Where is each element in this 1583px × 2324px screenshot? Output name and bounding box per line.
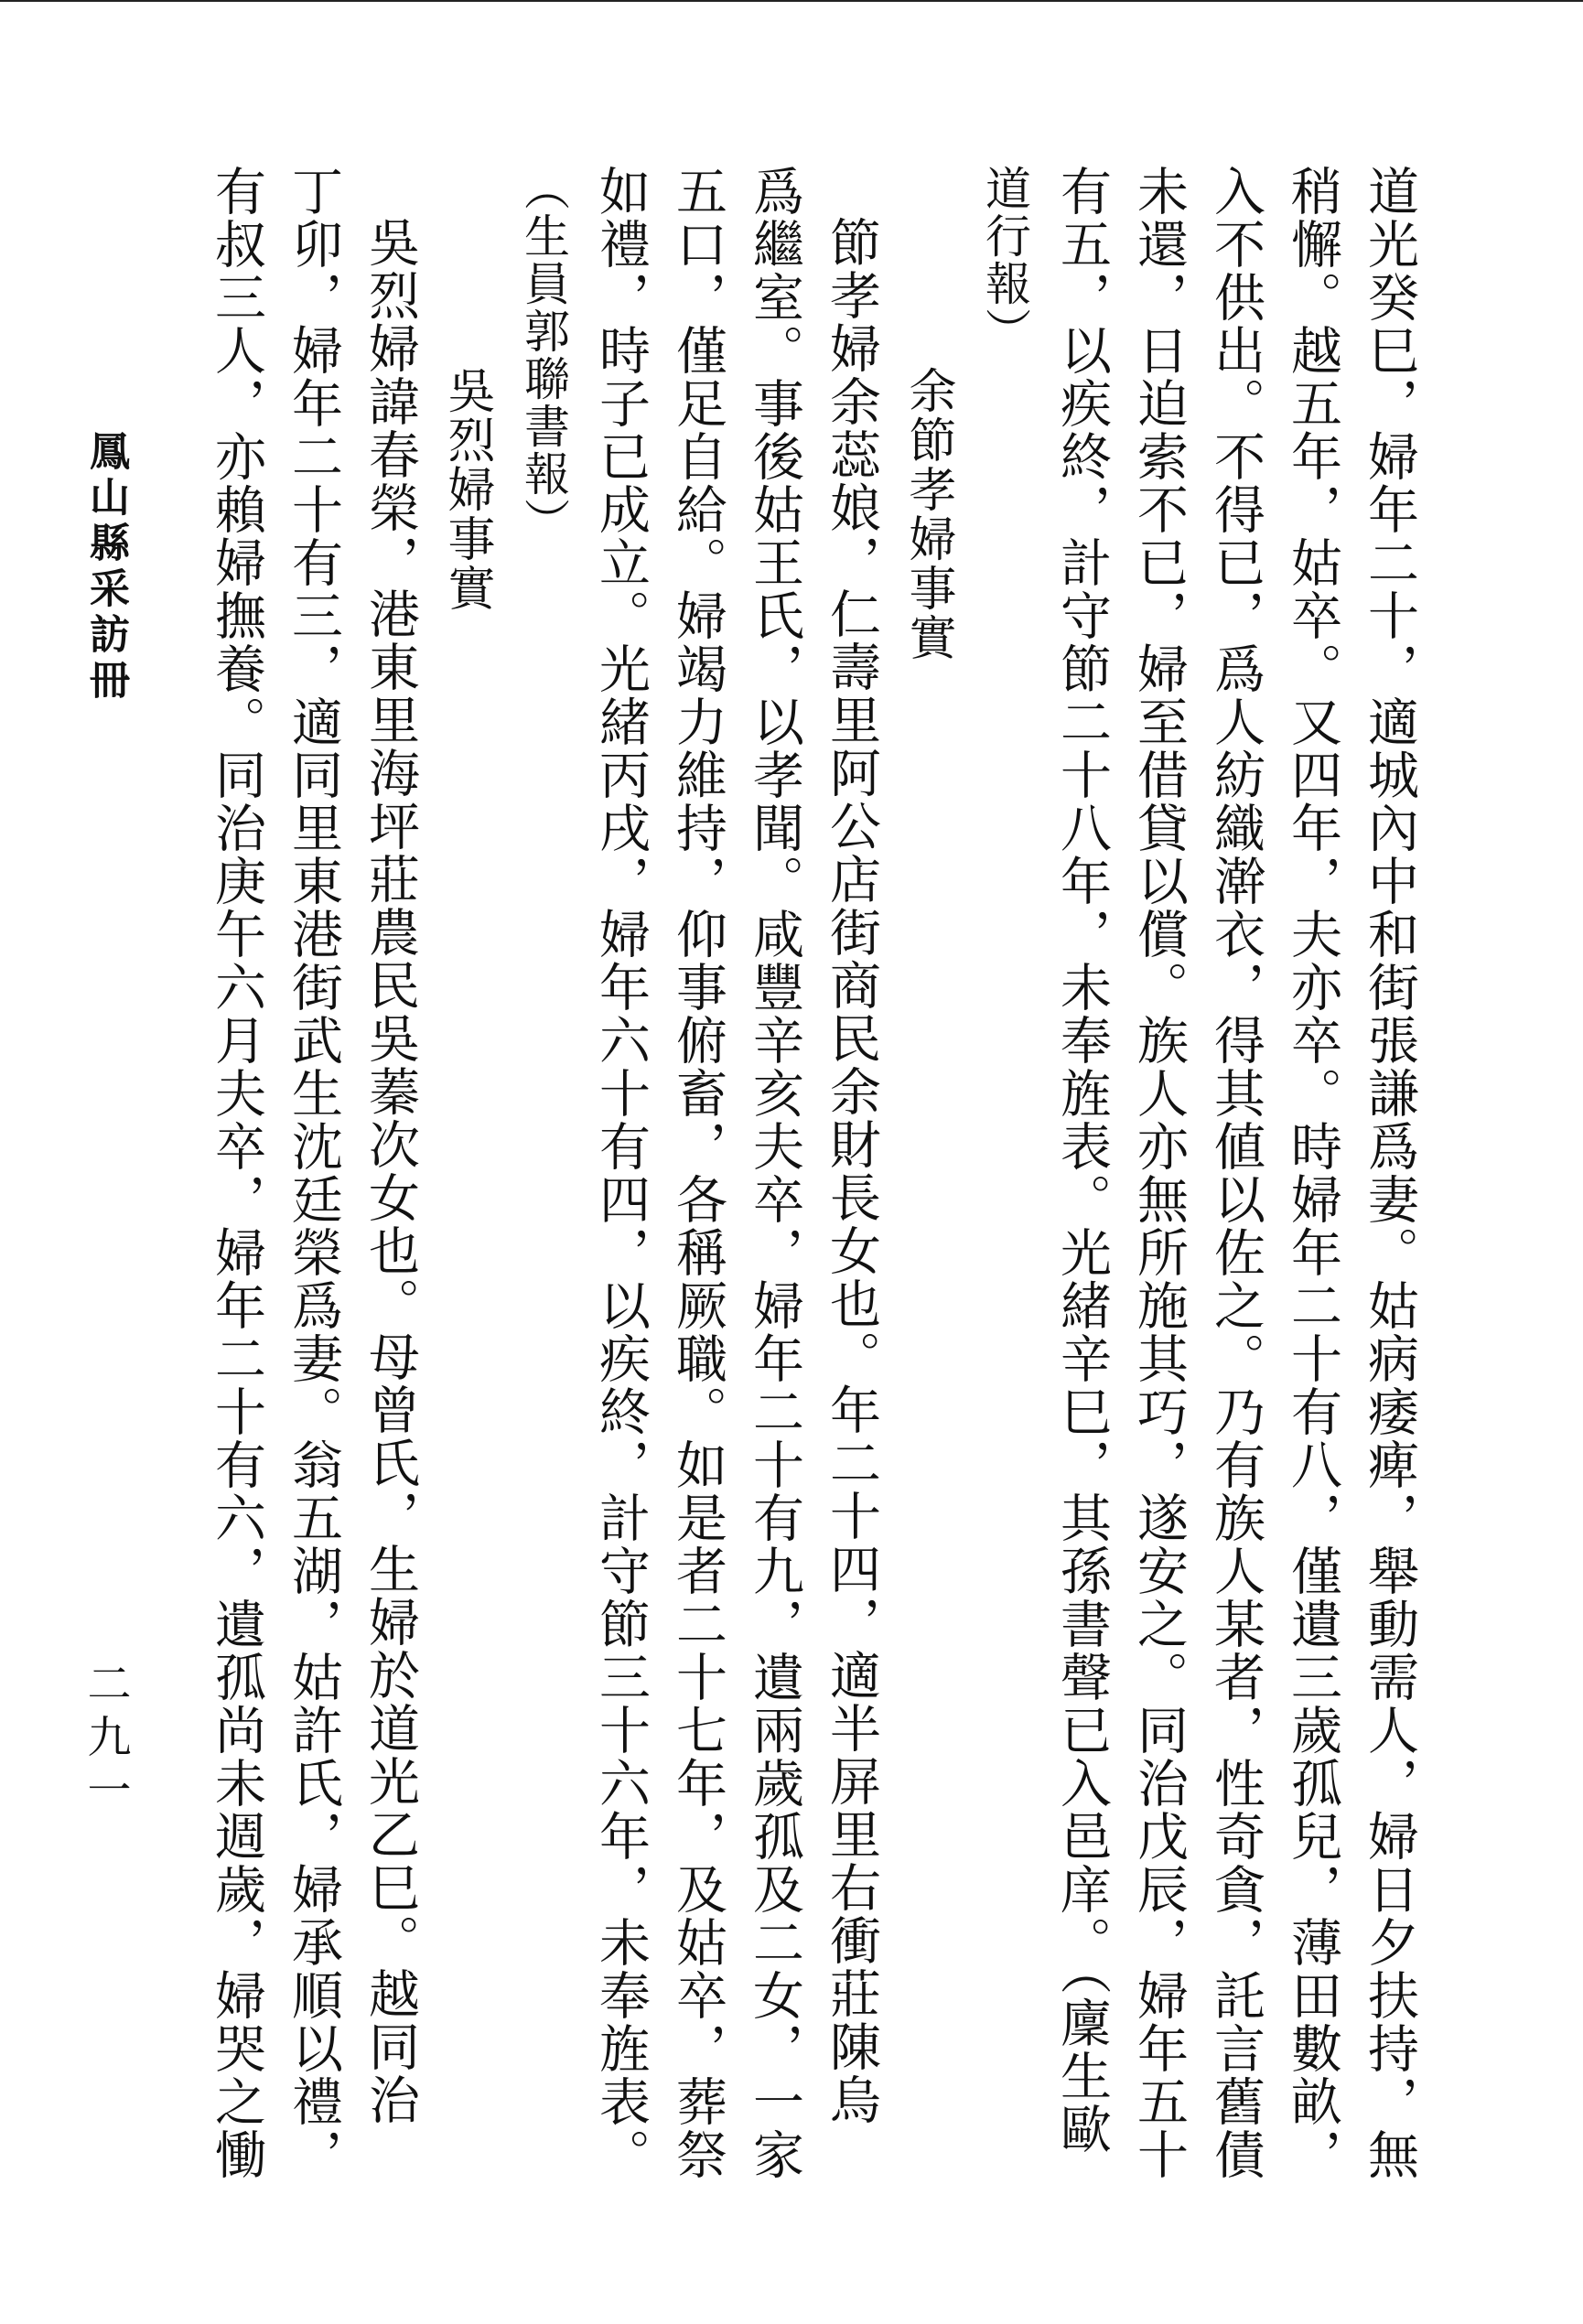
text-column: 五口，僅足自給。婦竭力維持，仰事俯畜，各稱厥職。如是者二十七年，及姑卒，葬祭: [668, 165, 727, 2181]
source-note: （生員郭聯書報）: [517, 165, 570, 545]
text-column: 吳烈婦諱春榮，港東里海坪莊農民吳蓁次女也。母曾氏，生婦於道光乙巳。越同治: [361, 216, 420, 2126]
text-column: 稍懈。越五年，姑卒。又四年，夫亦卒。時婦年二十有八，僅遺三歲孤兒，薄田數畝，: [1283, 165, 1342, 2181]
book-title: 鳳山縣采訪冊: [82, 430, 129, 705]
page-body: [146, 165, 1427, 2181]
source-note: 道行報）: [978, 165, 1031, 355]
text-column: 爲繼室。事後姑王氏，以孝聞。咸豐辛亥夫卒，婦年二十有九，遺兩歲孤及二女，一家: [745, 165, 804, 2181]
text-column: 有叔三人，亦賴婦撫養。同治庚午六月夫卒，婦年二十有六，遺孤尚未週歲，婦哭之慟: [207, 165, 266, 2181]
text-column: 有五，以疾終，計守節二十八年，未奉旌表。光緒辛巳，其孫書聲已入邑庠。（廩生歐: [1052, 165, 1112, 2156]
text-column: 節孝婦余蕊娘，仁壽里阿公店街商民余財長女也。年二十四，適半屏里右衝莊陳烏: [822, 216, 881, 2126]
text-column: 未還，日迫索不已，婦至借貸以償。族人亦無所施其巧，遂安之。同治戊辰，婦年五十: [1129, 165, 1189, 2181]
top-rule: [0, 0, 1583, 2]
section-title: 吳烈婦事實: [439, 366, 494, 613]
text-column: 入不供出。不得已，爲人紡織澣衣，得其値以佐之。乃有族人某者，性奇貪，託言舊債: [1206, 165, 1265, 2181]
text-column: 道光癸巳，婦年二十，適城內中和街張謙爲妻。姑病痿痺，舉動需人，婦日夕扶持，無: [1360, 165, 1419, 2181]
text-column: 丁卯，婦年二十有三，適同里東港街武生沈廷榮爲妻。翁五湖，姑許氏，婦承順以禮，: [284, 165, 343, 2181]
section-title: 余節孝婦事實: [900, 366, 955, 662]
text-column: 如禮，時子已成立。光緒丙戌，婦年六十有四，以疾終，計守節三十六年，未奉旌表。: [591, 165, 651, 2181]
page-number: 二九一: [80, 1661, 131, 1820]
